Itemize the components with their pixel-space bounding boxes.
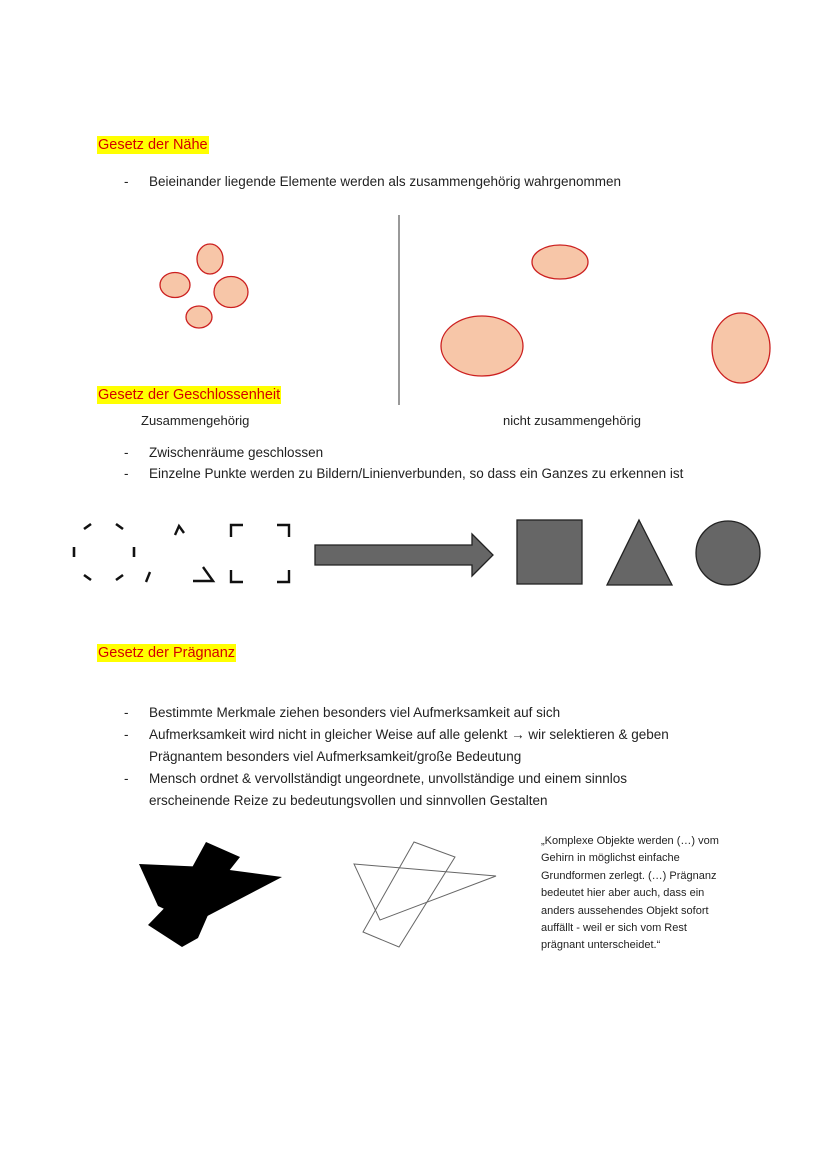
heading-praegnanz: Gesetz der Prägnanz	[98, 645, 236, 661]
quote-line: Gehirn in möglichst einfache	[541, 852, 680, 865]
caption-nicht-zusammengehoerig: nicht zusammengehörig	[503, 413, 642, 428]
quote-line: bedeutet hier aber auch, dass ein	[541, 887, 705, 900]
heading-geschlossenheit: Gesetz der Geschlossenheit	[98, 387, 281, 403]
quote-line: Grundformen zerlegt. (…) Prägnanz	[541, 869, 717, 882]
quote-line: prägnant unterscheidet.“	[541, 939, 661, 952]
bullet-text: Bestimmte Merkmale ziehen besonders viel Aufmerksamkeit auf sich	[149, 705, 561, 720]
bullet-dash: -	[124, 727, 129, 742]
quote-line: auffällt - weil er sich vom Rest	[541, 922, 687, 935]
quote-line: anders aussehendes Objekt sofort	[541, 904, 709, 917]
bullet-text: Prägnantem besonders viel Aufmerksamkeit/große Bedeutung	[149, 749, 522, 764]
outline-composite-shape	[354, 842, 496, 947]
bullet-dash: -	[124, 466, 129, 481]
black-composite-shape	[139, 842, 282, 947]
bullet-dash: -	[124, 445, 129, 460]
bullet-dash: -	[124, 771, 129, 786]
quote-line: „Komplexe Objekte werden (…) vom	[541, 835, 719, 847]
bullet-text: Zwischenräume geschlossen	[149, 445, 324, 460]
caption-zusammengehoerig: Zusammengehörig	[141, 413, 250, 428]
bullet-text: Mensch ordnet & vervollständigt ungeordnete, unvollständige und einem sinnlos	[149, 771, 628, 786]
bullet-text: Einzelne Punkte werden zu Bildern/Linienverbunden, so dass ein Ganzes zu erkennen ist	[149, 466, 684, 481]
heading-naehe: Gesetz der Nähe	[98, 137, 208, 153]
bullet-text: Aufmerksamkeit wird nicht in gleicher Weise auf alle gelenkt → wir selektieren & geben	[149, 727, 669, 742]
bullet-text: erscheinende Reize zu bedeutungsvollen und sinnvollen Gestalten	[149, 793, 548, 808]
bullet-text: Beieinander liegende Elemente werden als zusammengehörig wahrgenommen	[149, 174, 622, 189]
bullet-dash: -	[124, 174, 129, 189]
praegnanz-quote	[541, 833, 741, 955]
bullet-dash: -	[124, 705, 129, 720]
